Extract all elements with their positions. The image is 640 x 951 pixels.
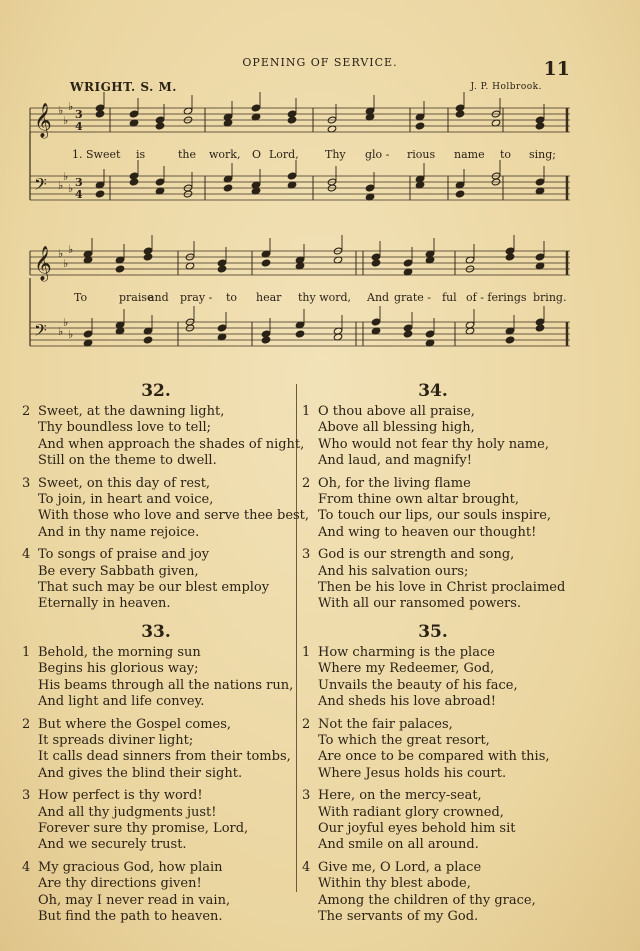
flat-icon: ♭ xyxy=(63,316,69,329)
verse-line: To join, in heart and voice, xyxy=(38,492,214,508)
verse-line: Among the children of thy grace, xyxy=(318,892,536,908)
verse-line: Not the fair palaces, xyxy=(318,716,453,732)
stanza-number: 2 xyxy=(22,716,31,732)
notehead xyxy=(371,318,380,326)
stanza xyxy=(302,860,564,926)
verse-line: To touch our lips, our souls inspire, xyxy=(318,508,552,524)
lyric-syllable: ful xyxy=(442,291,457,304)
verse-line: And we securely trust. xyxy=(38,837,187,853)
staff-lines xyxy=(30,108,570,346)
lyric-syllable: grate - xyxy=(394,291,432,304)
notehead xyxy=(415,122,424,130)
stanza xyxy=(22,475,310,542)
verse-line: It spreads diviner light; xyxy=(38,732,194,748)
verse-line: Eternally in heaven. xyxy=(38,596,171,612)
flat-icon: ♭ xyxy=(68,328,74,341)
time-signature: 3 xyxy=(75,176,83,189)
notehead xyxy=(95,110,104,118)
lyric-syllable: rious xyxy=(407,148,436,161)
notehead xyxy=(217,324,226,332)
lyric-syllable: to xyxy=(500,148,512,161)
verse-line: God is our strength and song, xyxy=(318,547,515,563)
notehead xyxy=(365,184,374,192)
notehead xyxy=(261,336,270,344)
verse-line: And light and life convey. xyxy=(38,694,205,710)
notehead xyxy=(295,330,304,338)
verse-line: My gracious God, how plain xyxy=(38,859,223,875)
verse-line: It calls dead sinners from their tombs, xyxy=(38,749,291,765)
verse-line: Where my Redeemer, God, xyxy=(318,661,495,677)
verse-line: Above all blessing high, xyxy=(318,420,475,436)
verse-line: And in thy name rejoice. xyxy=(38,524,200,540)
right-column xyxy=(302,380,564,931)
verse-line: Where Jesus holds his court. xyxy=(318,765,507,781)
verse-line: Oh, may I never read in vain, xyxy=(38,892,231,908)
stanza-number: 1 xyxy=(302,644,311,660)
clefs xyxy=(34,100,83,344)
notehead xyxy=(425,330,434,338)
notehead xyxy=(129,110,138,118)
lyric-syllable: glo - xyxy=(365,148,390,161)
flat-icon: ♭ xyxy=(58,104,64,117)
notehead xyxy=(403,259,412,267)
verse-line: To which the great resort, xyxy=(318,732,490,748)
verse-line: With radiant glory crowned, xyxy=(318,804,504,820)
lyric-syllable: thy word, xyxy=(298,291,352,304)
verse-line: Still on the theme to dwell. xyxy=(38,453,217,469)
verse-line: And his salvation ours; xyxy=(318,563,469,579)
lyric-syllable: praise xyxy=(119,291,154,304)
bass-clef-icon: 𝄢 xyxy=(34,174,47,198)
notehead xyxy=(535,178,544,186)
stanza xyxy=(22,547,290,613)
verse-line: Are thy directions given! xyxy=(38,876,202,892)
time-signature: 3 xyxy=(75,108,83,121)
verse-line: And sheds his love abroad! xyxy=(318,694,496,710)
lyric-syllable: of - ferings xyxy=(466,291,527,304)
notehead xyxy=(455,190,464,198)
verse-line: And all thy judgments just! xyxy=(38,804,217,820)
stanza xyxy=(302,547,564,613)
verse-line: Oh, for the living flame xyxy=(318,475,471,491)
flat-icon: ♭ xyxy=(58,179,64,192)
verse-line: Here, on the mercy-seat, xyxy=(318,788,482,804)
notehead xyxy=(155,122,164,130)
verse-line: Sweet, at the dawning light, xyxy=(38,404,225,419)
treble-clef-icon: 𝄞 xyxy=(34,103,52,138)
notehead xyxy=(261,259,270,267)
left-column xyxy=(22,380,310,931)
notehead xyxy=(287,116,296,124)
time-signature: 4 xyxy=(75,120,83,133)
lyric-syllable: is xyxy=(136,148,146,161)
verse-line: How charming is the place xyxy=(318,644,495,660)
stanza xyxy=(22,404,305,470)
lyric-syllable: and xyxy=(148,291,169,304)
flat-icon: ♭ xyxy=(58,247,64,260)
lyric-syllable: 1. Sweet xyxy=(72,148,121,161)
stanza-number: 4 xyxy=(22,859,31,875)
notehead xyxy=(287,172,296,180)
lyric-syllable: O xyxy=(252,148,262,161)
flat-icon: ♭ xyxy=(68,243,74,256)
stanza xyxy=(22,860,290,926)
stanza-number: 2 xyxy=(22,404,31,419)
notehead xyxy=(115,265,124,273)
lyric-syllable: name xyxy=(454,148,485,161)
notehead xyxy=(505,253,514,261)
notehead xyxy=(217,265,226,273)
notehead xyxy=(83,330,92,338)
stanza-number: 1 xyxy=(302,404,311,419)
notehead xyxy=(223,184,232,192)
stanza xyxy=(302,404,564,470)
notehead xyxy=(251,104,260,112)
notehead xyxy=(505,336,514,344)
notehead xyxy=(129,178,138,186)
notes xyxy=(83,92,544,347)
stanza xyxy=(22,717,290,783)
time-signature: 4 xyxy=(75,188,83,201)
verse-line: From thine own altar brought, xyxy=(318,492,519,508)
hymn-number: 35. xyxy=(418,621,448,642)
stanza-number: 2 xyxy=(302,475,311,491)
verse-line: That such may be our blest employ xyxy=(38,580,270,596)
notehead xyxy=(143,253,152,261)
lyric-syllable: To xyxy=(74,291,88,304)
verse-line: But find the path to heaven. xyxy=(38,908,223,924)
verse-line: Unvails the beauty of his face, xyxy=(318,677,518,693)
verse-line: O thou above all praise, xyxy=(318,404,475,419)
lyric-syllable: pray - xyxy=(180,291,213,304)
lyric-syllable: And xyxy=(367,291,390,304)
verse-line: Behold, the morning sun xyxy=(38,644,201,660)
composer: J. P. Holbrook. xyxy=(470,82,542,92)
flat-icon: ♭ xyxy=(63,114,69,127)
hymn-number: 32. xyxy=(141,381,171,401)
lyric-syllable: hear xyxy=(256,291,282,304)
bass-clef-icon: 𝄢 xyxy=(34,320,47,344)
lyric-syllable: bring. xyxy=(533,291,567,304)
lyric-syllable: work, xyxy=(209,148,241,161)
stanza xyxy=(22,788,290,854)
verse-line: And wing to heaven our thought! xyxy=(318,524,537,540)
verse-line: Then be his love in Christ proclaimed xyxy=(318,580,566,596)
verse-line: Are once to be compared with this, xyxy=(318,749,550,765)
stanza-number: 4 xyxy=(302,859,311,875)
running-title: OPENING OF SERVICE. xyxy=(242,56,398,69)
stanza xyxy=(22,644,294,711)
notehead xyxy=(371,259,380,267)
stanza-number: 3 xyxy=(302,788,311,804)
flat-icon: ♭ xyxy=(63,257,69,270)
verse-line: Sweet, on this day of rest, xyxy=(38,475,211,491)
verse-line: Forever sure thy promise, Lord, xyxy=(38,820,249,836)
hymn-number: 34. xyxy=(418,381,448,401)
notehead xyxy=(535,253,544,261)
stanza-number: 4 xyxy=(22,547,31,563)
verse-line: And smile on all around. xyxy=(318,837,479,853)
verse-line: His beams through all the nations run, xyxy=(38,677,294,693)
stanza xyxy=(302,717,564,783)
verse-line: Within thy blest abode, xyxy=(318,876,471,892)
verse-line: Begins his glorious way; xyxy=(38,661,199,677)
stanza xyxy=(302,476,564,542)
stanza xyxy=(302,788,564,854)
stanza-number: 3 xyxy=(22,788,31,804)
notehead xyxy=(403,330,412,338)
notehead xyxy=(143,336,152,344)
lyric-syllable: sing; xyxy=(529,148,556,161)
lyric-syllable: Thy xyxy=(325,148,346,161)
verse-line: And gives the blind their sight. xyxy=(38,765,243,781)
verse-line: Give me, O Lord, a place xyxy=(318,859,482,875)
flat-icon: ♭ xyxy=(58,325,64,338)
verse-line: And laud, and magnify! xyxy=(318,453,472,469)
music-score xyxy=(0,0,640,380)
page-number: 11 xyxy=(543,58,570,80)
verse-line: With those who love and serve thee best, xyxy=(38,508,310,524)
verse-line: And when approach the shades of night, xyxy=(38,436,305,452)
verse-line: How perfect is thy word! xyxy=(38,788,203,804)
stanza-number: 3 xyxy=(22,475,31,491)
notehead xyxy=(95,190,104,198)
verse-line: Thy boundless love to tell; xyxy=(38,420,212,436)
verse-line: The servants of my God. xyxy=(318,908,479,924)
verse-line: Be every Sabbath given, xyxy=(38,563,199,579)
flat-icon: ♭ xyxy=(68,100,74,113)
lyric-syllable: to xyxy=(226,291,238,304)
stanza-number: 2 xyxy=(302,716,311,732)
lyric-syllable: Lord, xyxy=(269,148,299,161)
notehead xyxy=(455,110,464,118)
verse-line: Who would not fear thy holy name, xyxy=(318,436,549,452)
verse-line: But where the Gospel comes, xyxy=(38,716,232,732)
verse-line: With all our ransomed powers. xyxy=(318,596,522,612)
hymn-number: 33. xyxy=(141,621,171,642)
stanza-number: 3 xyxy=(302,547,311,563)
stanza-number: 1 xyxy=(22,644,31,660)
notehead xyxy=(535,324,544,332)
notehead xyxy=(155,178,164,186)
verse-line: To songs of praise and joy xyxy=(38,547,210,563)
stanza xyxy=(302,645,564,711)
tune-name: WRIGHT. S. M. xyxy=(70,80,177,94)
column-rule xyxy=(296,384,297,892)
flat-icon: ♭ xyxy=(63,170,69,183)
verse-line: Our joyful eyes behold him sit xyxy=(318,820,516,836)
notehead xyxy=(535,122,544,130)
flat-icon: ♭ xyxy=(68,182,74,195)
lyric-syllable: the xyxy=(178,148,197,161)
treble-clef-icon: 𝄞 xyxy=(34,246,52,281)
